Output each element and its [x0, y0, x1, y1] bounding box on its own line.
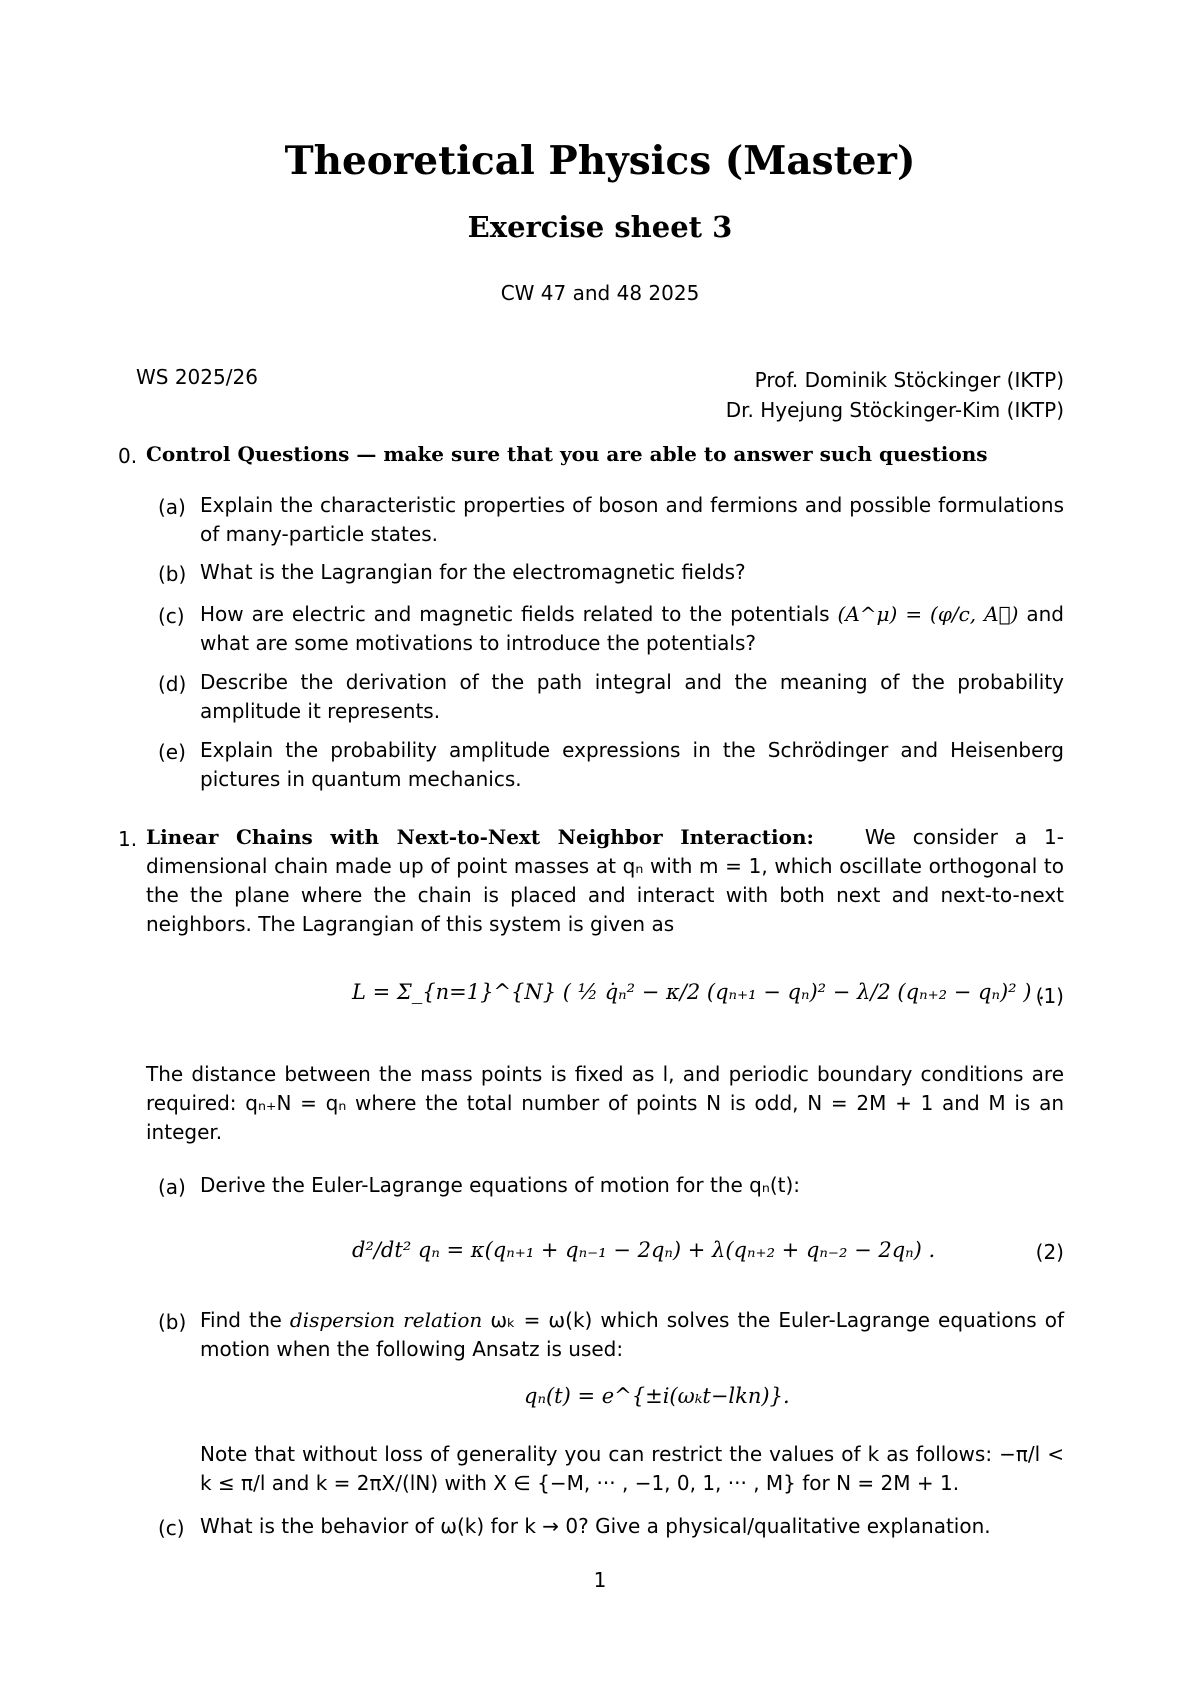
section-1-intro-text: We consider a 1-dimensional chain made up of point masses at qₙ with m = 1, which oscillate orthogonal to the the plane where the chain is placed and interact with both next and next-to-next neighbors. The Lagrangian of this system is given as [146, 825, 1064, 936]
item-0c-text [200, 600, 1064, 658]
equation-2: d²/dt² qₙ = κ(qₙ₊₁ + qₙ₋₁ − 2qₙ) + λ(qₙ₊₂ + qₙ₋₂ − 2qₙ) . [352, 1238, 936, 1262]
instructor-2: Dr. Hyejung Stöckinger-Kim (IKTP) [725, 398, 1064, 422]
item-0b-label: (b) [158, 562, 187, 586]
page-subtitle: Exercise sheet 3 [467, 210, 733, 244]
item-1a-text: Derive the Euler-Lagrange equations of motion for the qₙ(t): [200, 1173, 801, 1197]
item-1b-em: dispersion relation [289, 1308, 483, 1332]
item-1b-pre: Find the [200, 1308, 282, 1332]
item-0c-label: (c) [158, 604, 185, 628]
section-0-number: 0. [118, 444, 138, 468]
item-1b-label: (b) [158, 1310, 187, 1334]
instructors [726, 365, 1064, 425]
instructor-1: Prof. Dominik Stöckinger (IKTP) [754, 368, 1064, 392]
item-0e-label: (e) [158, 740, 186, 764]
item-0c-pre: How are electric and magnetic fields related to the potentials [200, 602, 830, 626]
item-0d-text: Describe the derivation of the path integral and the meaning of the probability amplitude it represents. [200, 670, 1064, 723]
item-0b-text: What is the Lagrangian for the electromagnetic fields? [200, 560, 746, 584]
item-1c-text: What is the behavior of ω(k) for k → 0? Give a physical/qualitative explanation. [200, 1514, 991, 1538]
section-0-heading: Control Questions — make sure that you are able to answer such questions [146, 442, 988, 466]
note-text: Note that without loss of generality you can restrict the values of k as follows: −π/l < k ≤ π/l and k = 2πX/(lN) with X ∈ {−M, ··· , −1, 0, 1, ··· , M} for N = 2M + 1. [200, 1442, 1064, 1495]
equation-2-number: (2) [1035, 1240, 1064, 1264]
page-number: 1 [593, 1568, 607, 1592]
item-0a-text: Explain the characteristic properties of boson and fermions and possible formulations of many-particle states. [200, 493, 1064, 546]
item-1a-label: (a) [158, 1175, 186, 1199]
section-1-number: 1. [118, 827, 138, 851]
semester: WS 2025/26 [136, 365, 258, 389]
item-0d-label: (d) [158, 672, 187, 696]
item-1c-label: (c) [158, 1516, 185, 1540]
potential-formula: (A^μ) = (φ/c, A⃗) [837, 602, 1019, 626]
item-1b-post: ωₖ = ω(k) which solves the Euler-Lagrange equations of motion when the following Ansatz is used: [200, 1308, 1064, 1361]
dateline: CW 47 and 48 2025 [500, 281, 700, 305]
ansatz-formula: qₙ(t) = e^{±i(ωₖt−lkn)}. [524, 1384, 790, 1408]
page-title: Theoretical Physics (Master) [284, 138, 916, 184]
item-1b-text [200, 1306, 1064, 1364]
item-0c-post: and what are some motivations to introduce the potentials? [200, 602, 1065, 655]
boundary-conditions-text: The distance between the mass points is fixed as l, and periodic boundary conditions are required: qₙ₊N = qₙ where the total number of points N is odd, N = 2M + 1 and M is an integer. [146, 1062, 1064, 1144]
equation-1-number: (1) [1035, 984, 1064, 1008]
item-0e-text: Explain the probability amplitude expressions in the Schrödinger and Heisenberg pictures in quantum mechanics. [200, 738, 1064, 791]
equation-1: L = Σ_{n=1}^{N} ( ½ q̇ₙ² − κ/2 (qₙ₊₁ − qₙ)² − λ/2 (qₙ₊₂ − qₙ)² ) . [352, 980, 1045, 1004]
item-0a-label: (a) [158, 495, 186, 519]
section-1-heading: Linear Chains with Next-to-Next Neighbor Interaction: [146, 825, 814, 849]
section-1-intro [146, 823, 1064, 939]
